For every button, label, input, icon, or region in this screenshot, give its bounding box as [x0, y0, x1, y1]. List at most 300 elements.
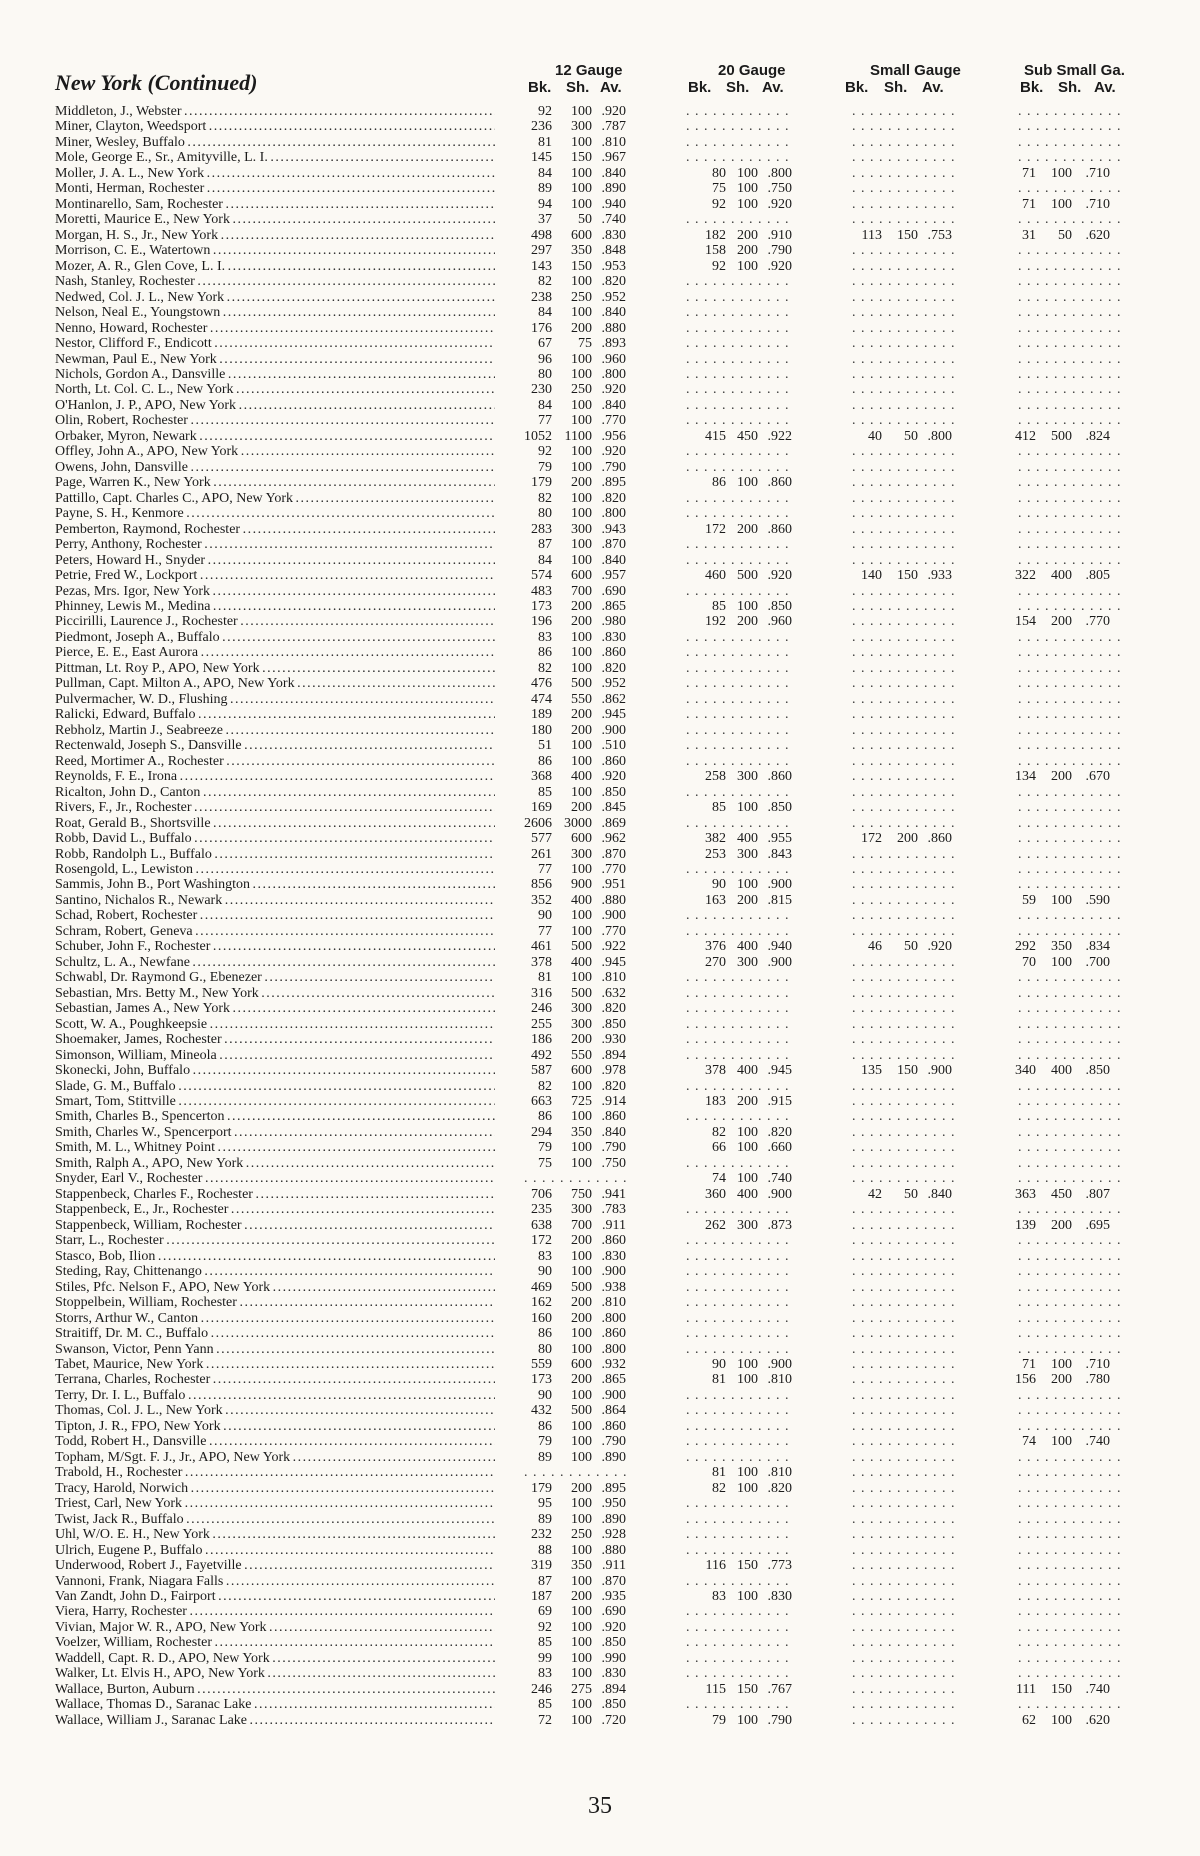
ssg-broken: 340	[1015, 1063, 1036, 1079]
g12-shot: 150	[571, 258, 592, 274]
g12-average: .895	[601, 1480, 626, 1496]
g12-average: .860	[601, 1326, 626, 1342]
shooter-name: Newman, Paul E., New York . . .	[55, 352, 495, 367]
g12-average: .952	[601, 289, 626, 305]
table-row	[0, 1171, 1200, 1186]
shooter-name: Perry, Anthony, Rochester . . .	[55, 537, 495, 552]
g12-average: .860	[601, 1418, 626, 1434]
group-20-gauge: 20 Gauge	[718, 62, 786, 79]
sg-empty-fill: . . . . . . . . . . . .	[852, 1310, 956, 1326]
shooter-name: Skonecki, John, Buffalo . . .	[55, 1063, 495, 1078]
g12-broken: 297	[531, 243, 552, 259]
table-row	[0, 475, 1200, 490]
shooter-name: Sammis, John B., Port Washington . . .	[55, 877, 495, 892]
g20-empty-fill: . . . . . . . . . . . .	[686, 305, 790, 321]
ssg-empty-fill: . . . . . . . . . . . .	[1018, 1465, 1122, 1481]
ssg-empty-fill: . . . . . . . . . . . .	[1018, 1666, 1122, 1682]
g20-empty-fill: . . . . . . . . . . . .	[686, 1527, 790, 1543]
shooter-name: Storrs, Arthur W., Canton . . .	[55, 1311, 495, 1326]
g20-empty-fill: . . . . . . . . . . . .	[686, 908, 790, 924]
sg-empty-fill: . . . . . . . . . . . .	[852, 1372, 956, 1388]
sg-empty-fill: . . . . . . . . . . . .	[852, 1155, 956, 1171]
g12-average: .920	[601, 104, 626, 119]
sg-empty-fill: . . . . . . . . . . . .	[852, 1604, 956, 1620]
ssg-empty-fill: . . . . . . . . . . . .	[1018, 274, 1122, 290]
shooter-name: Schwabl, Dr. Raymond G., Ebenezer . . .	[55, 970, 495, 985]
table-row	[0, 212, 1200, 227]
table-header	[0, 62, 1200, 102]
subheader-g12-av: Av.	[600, 79, 622, 96]
g12-average: .890	[601, 181, 626, 197]
g20-average: .790	[767, 243, 792, 259]
ssg-average: .740	[1085, 1434, 1110, 1450]
table-row	[0, 135, 1200, 150]
sg-empty-fill: . . . . . . . . . . . .	[852, 1078, 956, 1094]
ssg-empty-fill: . . . . . . . . . . . .	[1018, 1341, 1122, 1357]
g12-shot: 100	[571, 397, 592, 413]
g12-shot: 350	[571, 1124, 592, 1140]
table-row	[0, 723, 1200, 738]
g12-broken: 180	[531, 722, 552, 738]
shooter-name: Slade, G. M., Buffalo . . .	[55, 1079, 495, 1094]
g12-shot: 100	[571, 490, 592, 506]
table-row	[0, 413, 1200, 428]
g12-broken: 498	[531, 227, 552, 243]
g12-average: .845	[601, 800, 626, 816]
g20-average: .815	[767, 892, 792, 908]
g20-empty-fill: . . . . . . . . . . . .	[686, 490, 790, 506]
sg-empty-fill: . . . . . . . . . . . .	[852, 970, 956, 986]
shooter-name: Waddell, Capt. R. D., APO, New York . . .	[55, 1651, 495, 1666]
ssg-empty-fill: . . . . . . . . . . . .	[1018, 134, 1122, 150]
g12-broken: 255	[531, 1016, 552, 1032]
g12-shot: 100	[571, 1078, 592, 1094]
shooter-name: Reynolds, F. E., Irona . . .	[55, 769, 495, 784]
g12-average: .790	[601, 459, 626, 475]
shooter-name: Stappenbeck, Charles F., Rochester . . .	[55, 1187, 495, 1202]
g12-broken: 95	[538, 1496, 552, 1512]
g12-average: .870	[601, 846, 626, 862]
g12-shot: 100	[571, 351, 592, 367]
sg-empty-fill: . . . . . . . . . . . .	[852, 1202, 956, 1218]
shooter-name: Pulvermacher, W. D., Flushing . . .	[55, 692, 495, 707]
g12-broken: 179	[531, 475, 552, 491]
g12-shot: 600	[571, 1063, 592, 1079]
g12-average: .790	[601, 1434, 626, 1450]
g12-average: .840	[601, 165, 626, 181]
shooter-name: Uhl, W/O. E. H., New York . . .	[55, 1527, 495, 1542]
sg-broken: 140	[861, 568, 882, 584]
g20-broken: 378	[705, 1063, 726, 1079]
ssg-empty-fill: . . . . . . . . . . . .	[1018, 537, 1122, 553]
g20-average: .915	[767, 1094, 792, 1109]
subheader-sg-sh: Sh.	[884, 79, 908, 96]
g12-broken: 90	[538, 1387, 552, 1403]
shooter-name: Nedwed, Col. J. L., New York . . .	[55, 290, 495, 305]
ssg-broken: 154	[1015, 614, 1036, 630]
g12-average: .930	[601, 1032, 626, 1048]
ssg-empty-fill: . . . . . . . . . . . .	[1018, 1403, 1122, 1419]
shooter-name: North, Lt. Col. C. L., New York . . .	[55, 382, 495, 397]
ssg-empty-fill: . . . . . . . . . . . .	[1018, 1418, 1122, 1434]
g20-shot: 100	[737, 599, 758, 614]
g12-shot: 100	[571, 1155, 592, 1171]
g12-average: .920	[601, 1619, 626, 1635]
g12-average: .840	[601, 1124, 626, 1140]
g12-empty-fill: . . . . . . . . . . . .	[524, 1465, 628, 1481]
g20-empty-fill: . . . . . . . . . . . .	[686, 1666, 790, 1682]
shooter-name: Vivian, Major W. R., APO, New York . . .	[55, 1620, 495, 1635]
subheader-ssg-bk: Bk.	[1020, 79, 1044, 96]
subheader-sg-av: Av.	[922, 79, 944, 96]
g20-shot: 200	[737, 227, 758, 243]
ssg-empty-fill: . . . . . . . . . . . .	[1018, 1387, 1122, 1403]
table-row	[0, 599, 1200, 614]
g20-empty-fill: . . . . . . . . . . . .	[686, 320, 790, 336]
g20-empty-fill: . . . . . . . . . . . .	[686, 1496, 790, 1512]
g12-average: .830	[601, 1666, 626, 1682]
g12-average: .960	[601, 351, 626, 367]
shooter-name: Wallace, Burton, Auburn . . .	[55, 1682, 495, 1697]
table-row	[0, 1666, 1200, 1681]
g12-broken: 51	[538, 738, 552, 754]
g12-average: .953	[601, 258, 626, 274]
ssg-empty-fill: . . . . . . . . . . . .	[1018, 444, 1122, 460]
g12-shot: 100	[571, 1666, 592, 1682]
table-row	[0, 847, 1200, 862]
shooter-name: O'Hanlon, J. P., APO, New York . . .	[55, 398, 495, 413]
g20-empty-fill: . . . . . . . . . . . .	[686, 1326, 790, 1342]
g20-empty-fill: . . . . . . . . . . . .	[686, 336, 790, 352]
g12-broken: 81	[538, 970, 552, 986]
g12-broken: 77	[538, 861, 552, 877]
g20-empty-fill: . . . . . . . . . . . .	[686, 1016, 790, 1032]
table-row	[0, 1604, 1200, 1619]
table-row	[0, 1558, 1200, 1573]
g12-shot: 100	[571, 366, 592, 382]
ssg-broken: 71	[1022, 1356, 1036, 1372]
g20-empty-fill: . . . . . . . . . . . .	[686, 150, 790, 166]
ssg-empty-fill: . . . . . . . . . . . .	[1018, 1155, 1122, 1171]
g12-shot: 1100	[564, 428, 592, 444]
g12-average: .914	[601, 1094, 626, 1109]
table-row	[0, 614, 1200, 629]
g20-broken: 262	[705, 1217, 726, 1233]
ssg-empty-fill: . . . . . . . . . . . .	[1018, 289, 1122, 305]
g20-empty-fill: . . . . . . . . . . . .	[686, 506, 790, 522]
shooter-name: Morgan, H. S., Jr., New York . . .	[55, 228, 495, 243]
g12-shot: 100	[571, 274, 592, 290]
g12-broken: 84	[538, 552, 552, 568]
g20-shot: 150	[737, 1558, 758, 1574]
table-row	[0, 1543, 1200, 1558]
g20-empty-fill: . . . . . . . . . . . .	[686, 119, 790, 135]
g20-empty-fill: . . . . . . . . . . . .	[686, 1403, 790, 1419]
table-row	[0, 1048, 1200, 1063]
g20-average: .860	[767, 475, 792, 491]
g12-broken: 85	[538, 1635, 552, 1651]
g20-broken: 92	[712, 258, 726, 274]
g20-empty-fill: . . . . . . . . . . . .	[686, 629, 790, 645]
sg-empty-fill: . . . . . . . . . . . .	[852, 506, 956, 522]
ssg-broken: 156	[1015, 1372, 1036, 1388]
g20-average: .860	[767, 769, 792, 785]
sg-empty-fill: . . . . . . . . . . . .	[852, 1465, 956, 1481]
g12-average: .860	[601, 1233, 626, 1249]
ssg-broken: 62	[1022, 1712, 1036, 1728]
table-row	[0, 1651, 1200, 1666]
g12-shot: 100	[571, 1604, 592, 1620]
g20-shot: 400	[737, 831, 758, 847]
g12-average: .783	[601, 1202, 626, 1218]
sg-empty-fill: . . . . . . . . . . . .	[852, 1171, 956, 1187]
table-row	[0, 259, 1200, 274]
g12-average: .860	[601, 1109, 626, 1125]
g20-broken: 74	[712, 1171, 726, 1187]
table-row	[0, 800, 1200, 815]
shooter-name: Reed, Mortimer A., Rochester . . .	[55, 754, 495, 769]
sg-empty-fill: . . . . . . . . . . . .	[852, 366, 956, 382]
g20-average: .767	[767, 1681, 792, 1697]
g12-average: .952	[601, 676, 626, 692]
g12-broken: 187	[531, 1589, 552, 1604]
g12-broken: 92	[538, 1619, 552, 1635]
g12-average: .911	[602, 1217, 626, 1233]
ssg-empty-fill: . . . . . . . . . . . .	[1018, 738, 1122, 754]
table-row	[0, 831, 1200, 846]
shooter-name: Thomas, Col. J. L., New York . . .	[55, 1403, 495, 1418]
g20-shot: 100	[737, 1712, 758, 1728]
g20-average: .820	[767, 1480, 792, 1496]
g12-average: .893	[601, 336, 626, 352]
table-row	[0, 1311, 1200, 1326]
ssg-empty-fill: . . . . . . . . . . . .	[1018, 506, 1122, 522]
g12-broken: 368	[531, 769, 552, 785]
table-row	[0, 1063, 1200, 1078]
ssg-empty-fill: . . . . . . . . . . . .	[1018, 1635, 1122, 1651]
g12-broken: 186	[531, 1032, 552, 1048]
g20-average: .920	[767, 196, 792, 212]
g12-broken: 99	[538, 1650, 552, 1666]
ssg-broken: 71	[1022, 196, 1036, 212]
sg-empty-fill: . . . . . . . . . . . .	[852, 444, 956, 460]
g12-average: .820	[601, 490, 626, 506]
g12-broken: 82	[538, 1078, 552, 1094]
ssg-shot: 200	[1051, 769, 1072, 785]
g12-broken: 86	[538, 1109, 552, 1125]
g12-average: .740	[601, 212, 626, 228]
g12-shot: 100	[571, 1326, 592, 1342]
g12-shot: 500	[571, 1279, 592, 1295]
ssg-empty-fill: . . . . . . . . . . . .	[1018, 1310, 1122, 1326]
g12-average: .900	[601, 722, 626, 738]
g12-shot: 200	[571, 1310, 592, 1326]
table-row	[0, 1342, 1200, 1357]
g12-shot: 200	[571, 320, 592, 336]
sg-empty-fill: . . . . . . . . . . . .	[852, 104, 956, 119]
sg-broken: 172	[861, 831, 882, 847]
g12-shot: 700	[571, 583, 592, 599]
g12-broken: 87	[538, 537, 552, 553]
ssg-average: .700	[1085, 954, 1110, 970]
sg-empty-fill: . . . . . . . . . . . .	[852, 1666, 956, 1682]
g12-broken: 230	[531, 382, 552, 398]
sg-empty-fill: . . . . . . . . . . . .	[852, 196, 956, 212]
g20-empty-fill: . . . . . . . . . . . .	[686, 1248, 790, 1264]
g12-broken: 81	[538, 134, 552, 150]
shooter-name: Snyder, Earl V., Rochester . . .	[55, 1171, 495, 1186]
g12-shot: 100	[571, 165, 592, 181]
g20-empty-fill: . . . . . . . . . . . .	[686, 1047, 790, 1063]
shooter-name: Phinney, Lewis M., Medina . . .	[55, 599, 495, 614]
ssg-empty-fill: . . . . . . . . . . . .	[1018, 1047, 1122, 1063]
g20-shot: 100	[737, 1465, 758, 1481]
table-row	[0, 1249, 1200, 1264]
g12-shot: 250	[571, 382, 592, 398]
g12-broken: 77	[538, 923, 552, 939]
table-row	[0, 924, 1200, 939]
shooter-name: Wallace, William J., Saranac Lake . . .	[55, 1713, 495, 1728]
shooter-name: Schuber, John F., Rochester . . .	[55, 939, 495, 954]
ssg-empty-fill: . . . . . . . . . . . .	[1018, 676, 1122, 692]
sg-empty-fill: . . . . . . . . . . . .	[852, 1326, 956, 1342]
shooter-name: Rebholz, Martin J., Seabreeze . . .	[55, 723, 495, 738]
g12-shot: 100	[571, 104, 592, 119]
g20-empty-fill: . . . . . . . . . . . .	[686, 1604, 790, 1620]
ssg-shot: 150	[1051, 1681, 1072, 1697]
g20-broken: 116	[705, 1558, 726, 1574]
g12-average: .860	[601, 645, 626, 661]
g12-average: .880	[601, 320, 626, 336]
g12-shot: 200	[571, 1589, 592, 1604]
g12-broken: 474	[531, 691, 552, 707]
sg-empty-fill: . . . . . . . . . . . .	[852, 1264, 956, 1280]
g20-empty-fill: . . . . . . . . . . . .	[686, 660, 790, 676]
g20-average: .750	[767, 181, 792, 197]
shooter-name: Page, Warren K., New York . . .	[55, 475, 495, 490]
g12-average: .943	[601, 521, 626, 537]
g12-broken: 319	[531, 1558, 552, 1574]
g20-broken: 183	[705, 1094, 726, 1109]
sg-empty-fill: . . . . . . . . . . . .	[852, 1403, 956, 1419]
shooter-name: Terrana, Charles, Rochester . . .	[55, 1372, 495, 1387]
shooter-name: Smart, Tom, Stittville . . .	[55, 1094, 495, 1109]
ssg-empty-fill: . . . . . . . . . . . .	[1018, 305, 1122, 321]
g20-average: .850	[767, 599, 792, 614]
state-title: New York (Continued)	[55, 70, 258, 95]
shooter-name: Nestor, Clifford F., Endicott . . .	[55, 336, 495, 351]
g20-broken: 85	[712, 599, 726, 614]
shooter-name: Van Zandt, John D., Fairport . . .	[55, 1589, 495, 1604]
g12-shot: 100	[571, 660, 592, 676]
g12-shot: 250	[571, 289, 592, 305]
g20-empty-fill: . . . . . . . . . . . .	[686, 1264, 790, 1280]
g12-average: .967	[601, 150, 626, 166]
g20-shot: 100	[737, 1480, 758, 1496]
shooter-name: Pemberton, Raymond, Rochester . . .	[55, 522, 495, 537]
table-row	[0, 1001, 1200, 1016]
sg-empty-fill: . . . . . . . . . . . .	[852, 1650, 956, 1666]
ssg-average: .620	[1085, 227, 1110, 243]
sg-empty-fill: . . . . . . . . . . . .	[852, 490, 956, 506]
shooter-name: Pittman, Lt. Roy P., APO, New York . . .	[55, 661, 495, 676]
shooter-name: Roat, Gerald B., Shortsville . . .	[55, 816, 495, 831]
g12-broken: 83	[538, 1248, 552, 1264]
shooter-name: Straitiff, Dr. M. C., Buffalo . . .	[55, 1326, 495, 1341]
g12-average: .632	[601, 985, 626, 1001]
g12-broken: 84	[538, 165, 552, 181]
sg-empty-fill: . . . . . . . . . . . .	[852, 877, 956, 893]
g12-broken: 461	[531, 939, 552, 955]
g12-shot: 100	[571, 1496, 592, 1512]
g20-average: .660	[767, 1140, 792, 1156]
ssg-empty-fill: . . . . . . . . . . . .	[1018, 1558, 1122, 1574]
g12-average: .850	[601, 1697, 626, 1713]
g20-shot: 500	[737, 568, 758, 584]
g12-average: .894	[601, 1047, 626, 1063]
sg-empty-fill: . . . . . . . . . . . .	[852, 614, 956, 630]
ssg-broken: 363	[1015, 1186, 1036, 1202]
g12-broken: 89	[538, 181, 552, 197]
g12-shot: 200	[571, 1295, 592, 1311]
g12-shot: 300	[571, 1001, 592, 1017]
g20-shot: 400	[737, 1063, 758, 1079]
g12-average: .800	[601, 1310, 626, 1326]
g12-broken: 235	[531, 1202, 552, 1218]
shooter-name: Stappenbeck, William, Rochester . . .	[55, 1218, 495, 1233]
g12-average: .790	[601, 1140, 626, 1156]
g20-shot: 100	[737, 1372, 758, 1388]
g20-shot: 400	[737, 939, 758, 955]
g12-shot: 200	[571, 1032, 592, 1048]
shooter-name: Underwood, Robert J., Fayetville . . .	[55, 1558, 495, 1573]
g20-empty-fill: . . . . . . . . . . . .	[686, 134, 790, 150]
table-row	[0, 955, 1200, 970]
g20-broken: 90	[712, 877, 726, 893]
g12-broken: 79	[538, 459, 552, 475]
shooter-name: Rectenwald, Joseph S., Dansville . . .	[55, 738, 495, 753]
g12-average: .951	[601, 877, 626, 893]
g20-broken: 182	[705, 227, 726, 243]
table-row	[0, 274, 1200, 289]
g20-empty-fill: . . . . . . . . . . . .	[686, 1109, 790, 1125]
g20-average: .843	[767, 846, 792, 862]
g12-broken: 89	[538, 1449, 552, 1465]
sg-empty-fill: . . . . . . . . . . . .	[852, 691, 956, 707]
ssg-empty-fill: . . . . . . . . . . . .	[1018, 1496, 1122, 1512]
sg-empty-fill: . . . . . . . . . . . .	[852, 1248, 956, 1264]
ssg-empty-fill: . . . . . . . . . . . .	[1018, 1480, 1122, 1496]
table-row	[0, 1589, 1200, 1604]
table-row	[0, 1574, 1200, 1589]
g20-broken: 82	[712, 1480, 726, 1496]
g20-empty-fill: . . . . . . . . . . . .	[686, 784, 790, 800]
g12-average: .880	[601, 892, 626, 908]
g12-shot: 100	[571, 134, 592, 150]
g20-empty-fill: . . . . . . . . . . . .	[686, 1619, 790, 1635]
g20-broken: 92	[712, 196, 726, 212]
ssg-empty-fill: . . . . . . . . . . . .	[1018, 1604, 1122, 1620]
subheader-g20-av: Av.	[762, 79, 784, 96]
g12-shot: 100	[571, 1650, 592, 1666]
ssg-empty-fill: . . . . . . . . . . . .	[1018, 846, 1122, 862]
sg-empty-fill: . . . . . . . . . . . .	[852, 537, 956, 553]
shooter-name: Schad, Robert, Rochester . . .	[55, 908, 495, 923]
sg-broken: 135	[861, 1063, 882, 1079]
shooter-name: Ralicki, Edward, Buffalo . . .	[55, 707, 495, 722]
ssg-empty-fill: . . . . . . . . . . . .	[1018, 800, 1122, 816]
sg-empty-fill: . . . . . . . . . . . .	[852, 212, 956, 228]
